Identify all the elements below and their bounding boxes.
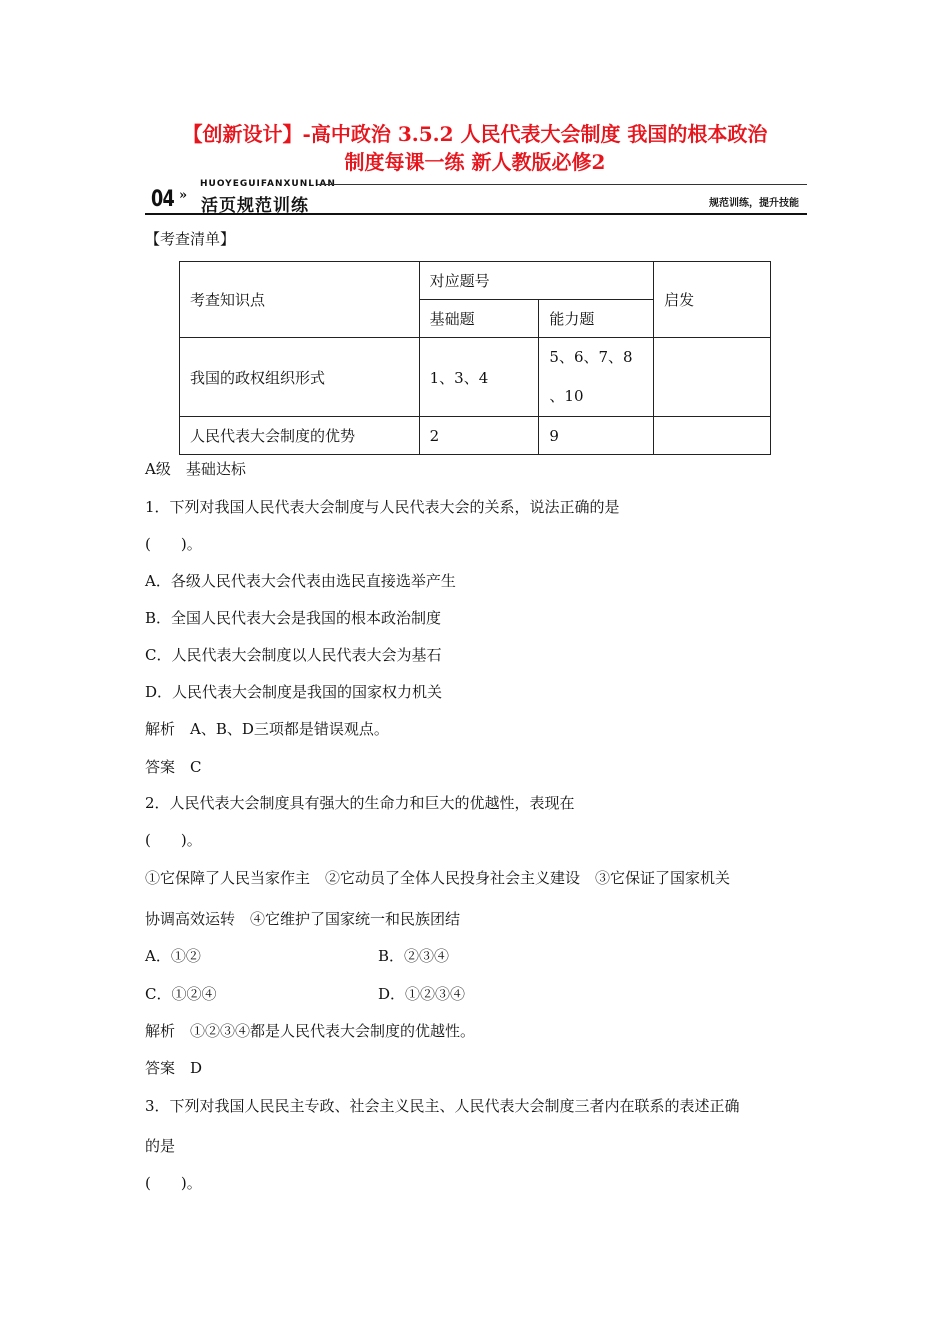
row2-insight (654, 417, 771, 455)
q1-option-d: D．人民代表大会制度是我国的国家权力机关 (145, 683, 443, 701)
q2-option-c: C．①②④ (145, 985, 217, 1003)
q1-answer: 答案 C (145, 758, 202, 776)
checklist-heading: 【考查清单】 (145, 230, 236, 248)
q1-stem: 1．下列对我国人民代表大会制度与人民代表大会的关系，说法正确的是 (145, 498, 620, 516)
title-line-2: 制度每课一练 新人教版必修2 (344, 150, 606, 174)
q2-option-d: D．①②③④ (378, 985, 466, 1003)
header-ability: 能力题 (539, 300, 654, 338)
row2-topic: 人民代表大会制度的优势 (180, 417, 420, 455)
q3-stem-line2: 的是 (145, 1137, 176, 1155)
banner-bottom-rule (145, 213, 807, 215)
q1-option-c: C．人民代表大会制度以人民代表大会为基石 (145, 646, 442, 664)
checklist-table (179, 261, 771, 455)
row1-ability-line2: 、10 (549, 387, 584, 405)
q2-analysis: 解析 ①②③④都是人民代表大会制度的优越性。 (145, 1022, 476, 1040)
row1-ability (539, 338, 654, 417)
header-basic: 基础题 (419, 300, 539, 338)
q2-stem: 2．人民代表大会制度具有强大的生命力和巨大的优越性，表现在 (145, 794, 575, 812)
title-line-1: 【创新设计】-高中政治 3.5.2 人民代表大会制度 我国的根本政治 (182, 122, 768, 146)
q1-option-a: A．各级人民代表大会代表由选民直接选举产生 (145, 572, 456, 590)
table-row (180, 417, 771, 455)
q2-blank: ( )。 (145, 831, 202, 849)
table-row (180, 338, 771, 417)
row1-basic: 1、3、4 (419, 338, 539, 417)
q2-answer: 答案 D (145, 1059, 203, 1077)
banner-title: 活页规范训练 (201, 196, 309, 216)
section-a-heading: A级 基础达标 (145, 460, 246, 478)
row2-basic: 2 (419, 417, 539, 455)
header-knowledge: 考查知识点 (180, 262, 420, 338)
q1-analysis: 解析 A、B、D三项都是错误观点。 (145, 720, 389, 738)
header-insight: 启发 (654, 262, 771, 338)
q3-stem-line1: 3．下列对我国人民民主专政、社会主义民主、人民代表大会制度三者内在联系的表述正确 (145, 1097, 740, 1115)
q2-items-line1: ①它保障了人民当家作主 ②它动员了全体人民投身社会主义建设 ③它保证了国家机关 (145, 869, 731, 887)
q1-option-b: B．全国人民代表大会是我国的根本政治制度 (145, 609, 442, 627)
q3-blank: ( )。 (145, 1174, 202, 1192)
row1-insight (654, 338, 771, 417)
banner-pinyin: HUOYEGUIFANXUNLIAN (200, 179, 336, 189)
document-title (140, 120, 810, 176)
banner-slogan: 规范训练，提升技能 (709, 198, 799, 209)
header-question-no: 对应题号 (419, 262, 654, 300)
chevron-icon: » (179, 188, 188, 203)
row1-topic: 我国的政权组织形式 (180, 338, 420, 417)
q2-items-line2: 协调高效运转 ④它维护了国家统一和民族团结 (145, 910, 461, 928)
row1-ability-line1: 5、6、7、8 (549, 348, 633, 366)
row2-ability: 9 (539, 417, 654, 455)
banner-number: 04 (151, 187, 174, 212)
q1-blank: ( )。 (145, 535, 202, 553)
banner-top-rule (317, 184, 807, 185)
section-banner (145, 178, 807, 216)
q2-option-a: A．①② (145, 947, 201, 965)
q2-option-b: B．②③④ (378, 947, 450, 965)
